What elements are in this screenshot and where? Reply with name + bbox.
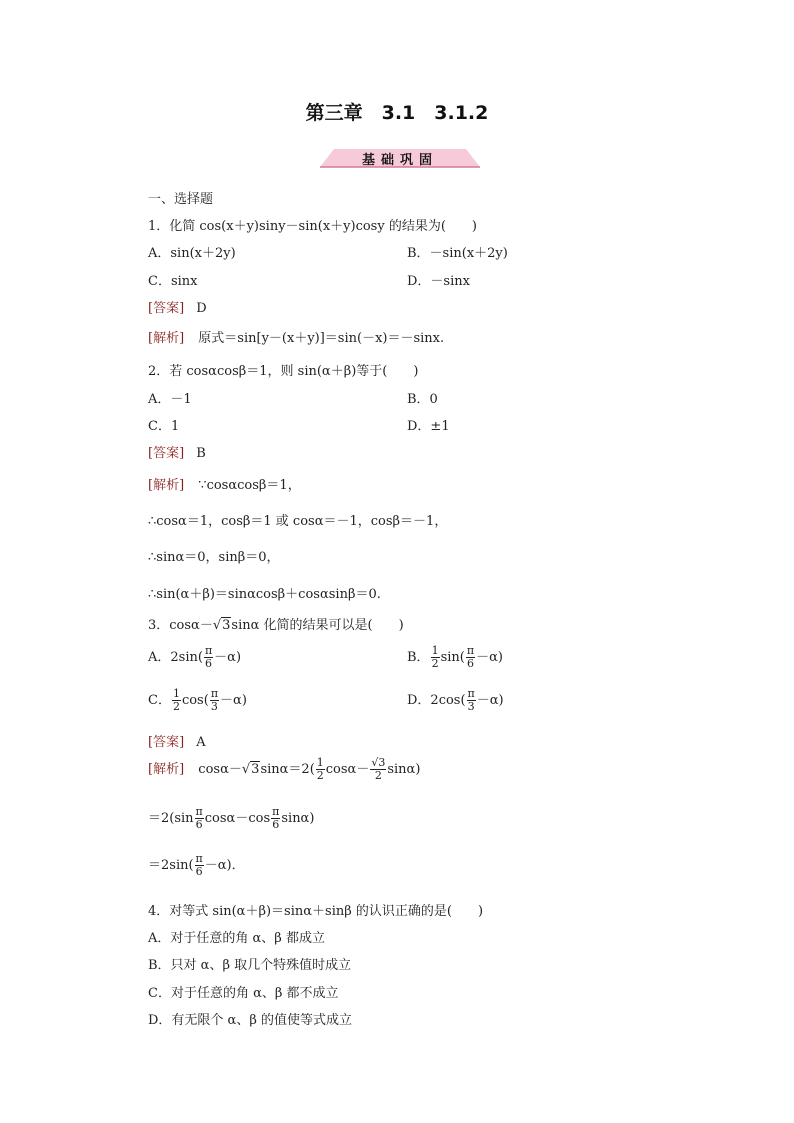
option-text: B． — [407, 650, 430, 665]
fraction — [271, 806, 280, 831]
q1-option-a: A．sin(x＋2y) — [148, 246, 236, 261]
denominator: 2 — [374, 769, 382, 782]
analysis-tag: [解析] — [148, 762, 185, 777]
q1-answer — [148, 297, 207, 316]
q1-option-b: B．－sin(x＋2y) — [407, 246, 508, 261]
q4-option-d: D．有无限个 α、β 的值使等式成立 — [148, 1013, 352, 1028]
analysis-text: －α)． — [204, 858, 245, 873]
denominator: 3 — [467, 700, 475, 713]
denominator: 6 — [272, 818, 280, 831]
option-text: D．2cos( — [407, 693, 466, 708]
numerator: 1 — [316, 756, 324, 769]
radicand: 3 — [222, 618, 231, 633]
numerator: π — [195, 852, 203, 865]
q3-analysis-line3 — [148, 853, 245, 878]
q3-analysis-line2 — [148, 806, 314, 831]
analysis-text: sinα) — [387, 762, 421, 777]
fraction — [195, 806, 204, 831]
analysis-text: cosα－ — [198, 762, 242, 777]
numerator: π — [466, 644, 475, 657]
option-text: －α) — [214, 650, 242, 665]
answer-value: B — [196, 446, 206, 461]
numerator: 1 — [172, 687, 180, 700]
analysis-line: ∴sin(α＋β)＝sinαcosβ＋cosαsinβ＝0. — [148, 587, 381, 602]
q2-stem: 2．若 cosαcosβ＝1，则 sin(α＋β)等于( ) — [148, 364, 419, 379]
numerator: √3 — [371, 756, 386, 769]
fraction — [467, 688, 476, 713]
stem-text: sinα 化简的结果可以是( ) — [231, 618, 404, 633]
fraction — [210, 688, 219, 713]
q2-option-d: D．±1 — [407, 419, 450, 434]
denominator: 3 — [210, 700, 218, 713]
fraction — [431, 645, 440, 670]
q3-answer — [148, 731, 206, 750]
page-title: 第三章 3.1 3.1.2 — [305, 102, 489, 124]
q3-option-a — [148, 645, 241, 670]
option-text: －α) — [476, 693, 504, 708]
denominator: 6 — [195, 818, 203, 831]
fraction — [370, 757, 386, 782]
analysis-line: ∴cosα＝1，cosβ＝1 或 cosα＝－1，cosβ＝－1， — [148, 514, 448, 529]
q2-answer — [148, 442, 206, 461]
analysis-line: ∵cosαcosβ＝1， — [198, 478, 301, 493]
numerator: π — [204, 644, 213, 657]
denominator: 2 — [431, 657, 439, 670]
denominator: 6 — [195, 865, 203, 878]
option-text: sin( — [440, 650, 465, 665]
answer-value: D — [196, 301, 207, 316]
sqrt-symbol: √3 — [212, 618, 231, 633]
answer-tag: [答案] — [148, 735, 185, 750]
fraction — [172, 688, 181, 713]
q4-option-b: B．只对 α、β 取几个特殊值时成立 — [148, 958, 352, 973]
numerator: π — [272, 805, 280, 818]
option-text: cos( — [181, 693, 209, 708]
q3-option-b — [407, 645, 503, 670]
option-text: －α) — [476, 650, 503, 665]
analysis-line: ∴sinα＝0，sinβ＝0， — [148, 550, 280, 565]
option-text: C． — [148, 693, 171, 708]
analysis-tag: [解析] — [148, 331, 185, 346]
q1-analysis — [148, 327, 444, 346]
q4-option-a: A．对于任意的角 α、β 都成立 — [148, 931, 325, 946]
q3-option-c — [148, 688, 247, 713]
numerator: π — [467, 687, 475, 700]
numerator: π — [195, 805, 203, 818]
analysis-text: 原式＝sin[y－(x＋y)]＝sin(－x)＝－sinx. — [198, 331, 445, 346]
option-text: －α) — [220, 693, 247, 708]
q3-analysis-line1 — [148, 757, 420, 782]
analysis-text: ＝2sin( — [148, 858, 194, 873]
analysis-text: sinα) — [281, 811, 315, 826]
q2-option-b: B．0 — [407, 392, 438, 407]
analysis-text: cosα－cos — [204, 811, 271, 826]
analysis-tag: [解析] — [148, 478, 185, 493]
q4-option-c: C．对于任意的角 α、β 都不成立 — [148, 986, 339, 1001]
stem-text: 3．cosα－ — [148, 618, 213, 633]
analysis-text: cosα－ — [325, 762, 370, 777]
answer-tag: [答案] — [148, 446, 185, 461]
fraction — [195, 853, 204, 878]
radicand: 3 — [251, 762, 260, 777]
q3-option-d — [407, 688, 504, 713]
fraction — [316, 757, 325, 782]
section-heading: 一、选择题 — [148, 192, 214, 207]
q2-option-a: A．－1 — [148, 392, 192, 407]
denominator: 6 — [205, 657, 213, 670]
denominator: 6 — [466, 657, 474, 670]
analysis-text: sinα＝2( — [260, 762, 315, 777]
q1-stem: 1．化简 cos(x＋y)siny－sin(x＋y)cosy 的结果为( ) — [148, 219, 477, 234]
q1-option-d: D．－sinx — [407, 274, 470, 289]
q1-option-c: C．sinx — [148, 274, 198, 289]
banner-title: 基础巩固 — [361, 153, 438, 168]
fraction — [204, 645, 213, 670]
analysis-text: ＝2(sin — [148, 811, 194, 826]
answer-tag: [答案] — [148, 301, 185, 316]
sqrt-symbol: √3 — [241, 762, 260, 777]
q4-stem: 4．对等式 sin(α＋β)＝sinα＋sinβ 的认识正确的是( ) — [148, 904, 484, 919]
option-text: A．2sin( — [148, 650, 203, 665]
fraction — [466, 645, 475, 670]
q3-stem — [148, 614, 404, 633]
numerator: 1 — [431, 644, 439, 657]
q2-analysis — [148, 474, 301, 493]
denominator: 2 — [172, 700, 180, 713]
q2-option-c: C．1 — [148, 419, 180, 434]
denominator: 2 — [316, 769, 324, 782]
numerator: π — [210, 687, 219, 700]
answer-value: A — [196, 735, 206, 750]
